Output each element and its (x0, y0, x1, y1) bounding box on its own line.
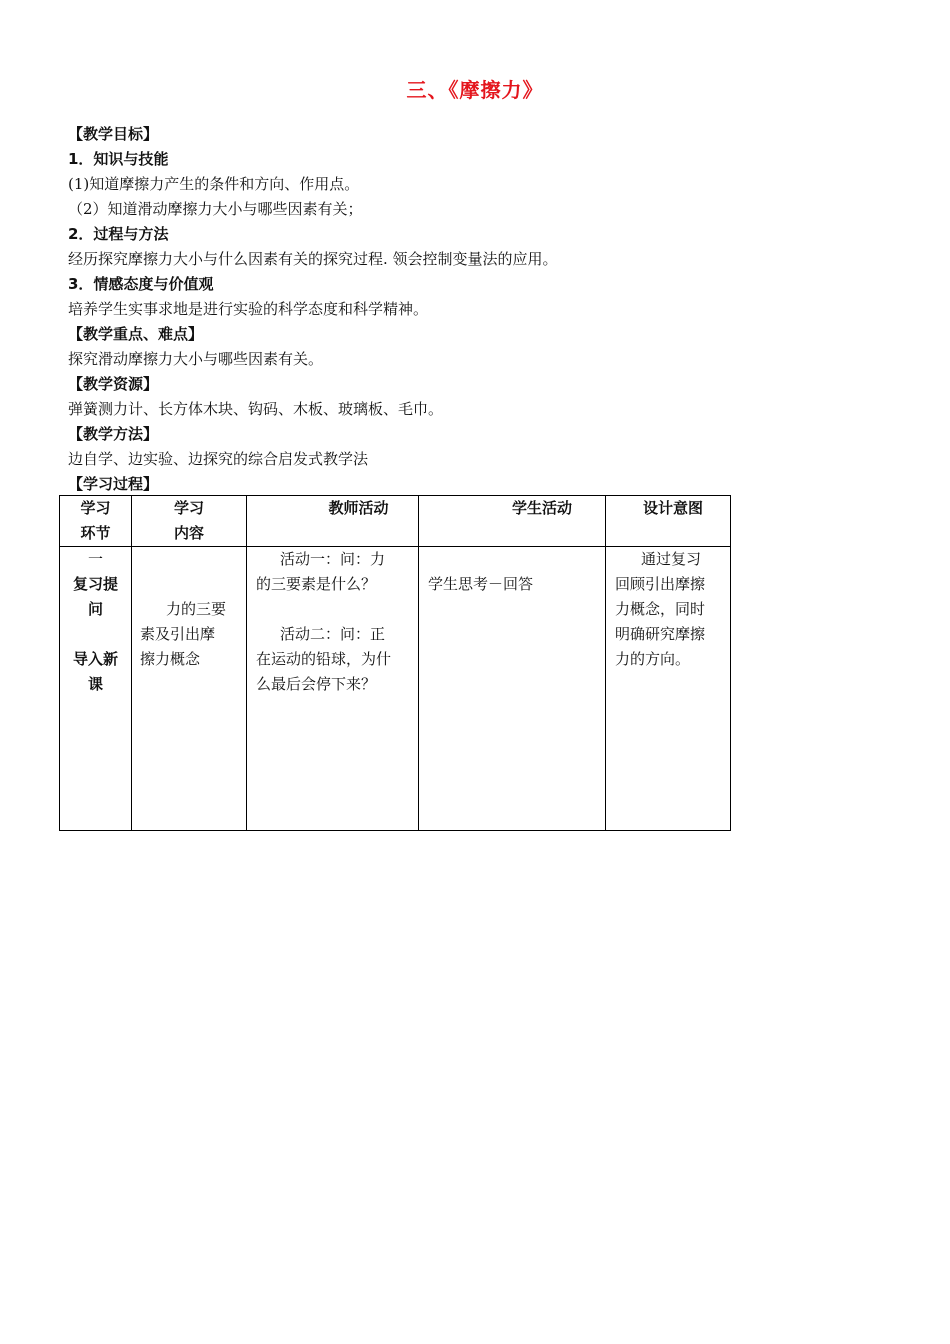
table-header-row (60, 496, 731, 547)
goals-heading: 【教学目标】 (68, 125, 159, 143)
method-heading: 【教学方法】 (68, 425, 159, 443)
content-line1: 力的三要 (166, 600, 227, 618)
content-line2: 素及引出摩 (140, 625, 216, 643)
method-item-1: 边自学、边实验、边探究的综合启发式教学法 (68, 450, 369, 468)
header-intent-label: 设计意图 (642, 499, 703, 517)
resources-item-1: 弹簧测力计、长方体木块、钩码、木板、玻璃板、毛巾。 (68, 400, 444, 418)
teacher-line4: 在运动的铅球，为什 (256, 650, 392, 668)
stage-review-line2: 问 (87, 600, 103, 618)
cell-teacher (247, 547, 419, 831)
teacher-line3: 活动二：问：正 (280, 625, 386, 643)
header-teacher-label: 教师活动 (328, 499, 389, 517)
knowledge-heading: 1．知识与技能 (68, 150, 169, 168)
resources-heading: 【教学资源】 (68, 375, 159, 393)
stage-number: 一 (87, 550, 103, 568)
table-row (60, 547, 731, 831)
stage-review-line1: 复习提 (72, 575, 118, 593)
intent-line4: 明确研究摩擦 (615, 625, 706, 643)
stage-intro-line1: 导入新 (72, 650, 118, 668)
content-line3: 擦力概念 (140, 650, 201, 668)
student-line1: 学生思考－回答 (428, 575, 534, 593)
process-heading: 2．过程与方法 (68, 225, 169, 243)
document-title: 三、《摩擦力》 (406, 78, 544, 102)
header-intent (606, 496, 731, 547)
key-heading: 【教学重点、难点】 (68, 325, 204, 343)
teacher-line2: 的三要素是什么？ (256, 575, 377, 593)
cell-student (419, 547, 606, 831)
header-stage-line2: 环节 (80, 524, 111, 542)
cell-stage (60, 547, 132, 831)
cell-intent (606, 547, 731, 831)
header-student (419, 496, 606, 547)
header-teacher (247, 496, 419, 547)
header-stage-line1: 学习 (80, 499, 111, 517)
intent-line1: 通过复习 (641, 550, 702, 568)
emotion-heading: 3．情感态度与价值观 (68, 275, 214, 293)
header-content-line1: 学习 (173, 499, 204, 517)
process-table-heading: 【学习过程】 (68, 475, 159, 493)
cell-content (132, 547, 247, 831)
learning-process-table (59, 495, 731, 831)
stage-intro-line2: 课 (87, 675, 103, 693)
header-content-line2: 内容 (173, 524, 204, 542)
knowledge-item-2: （2）知道滑动摩擦力大小与哪些因素有关； (68, 200, 363, 218)
key-item-1: 探究滑动摩擦力大小与哪些因素有关。 (68, 350, 324, 368)
header-student-label: 学生活动 (511, 499, 572, 517)
process-item-1: 经历探究摩擦力大小与什么因素有关的探究过程. 领会控制变量法的应用。 (68, 250, 558, 268)
knowledge-item-1: (1)知道摩擦力产生的条件和方向、作用点。 (68, 175, 360, 193)
emotion-item-1: 培养学生实事求地是进行实验的科学态度和科学精神。 (68, 300, 429, 318)
teacher-line1: 活动一：问：力 (280, 550, 386, 568)
intent-line2: 回顾引出摩擦 (615, 575, 706, 593)
header-content (132, 496, 247, 547)
teacher-line5: 么最后会停下来？ (256, 675, 377, 693)
intent-line5: 力的方向。 (615, 650, 691, 668)
header-stage (60, 496, 132, 547)
intent-line3: 力概念，同时 (615, 600, 706, 618)
